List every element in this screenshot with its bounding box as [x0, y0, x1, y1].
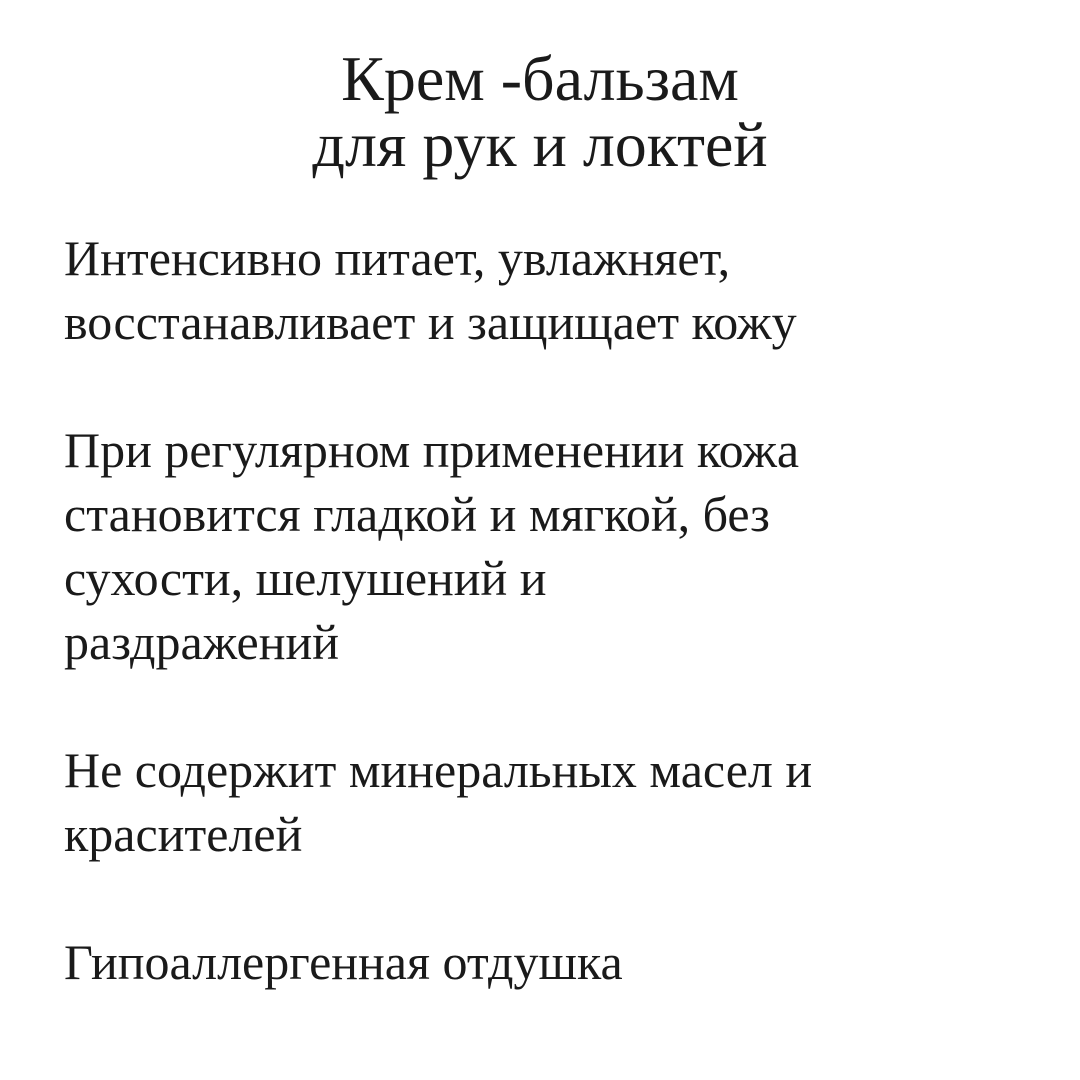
title-line-1: Крем -бальзам: [341, 43, 739, 114]
feature-paragraph-no-oils: [64, 738, 1054, 866]
text-line: Не содержит минеральных масел и: [64, 742, 813, 798]
text-line: красителей: [64, 806, 303, 862]
text-line: При регулярном применении кожа: [64, 422, 800, 478]
title-line-2: для рук и локтей: [312, 109, 768, 180]
feature-list: [64, 226, 1054, 1058]
text-line: Интенсивно питает, увлажняет,: [64, 230, 731, 286]
feature-paragraph-nourish: [64, 226, 1054, 354]
product-title: [0, 43, 1080, 180]
feature-paragraph-fragrance: [64, 930, 1054, 994]
feature-paragraph-regular-use: [64, 418, 1054, 674]
text-line: становится гладкой и мягкой, без: [64, 486, 770, 542]
text-line: Гипоаллергенная отдушка: [64, 934, 623, 990]
text-line: раздражений: [64, 614, 340, 670]
text-line: сухости, шелушений и: [64, 550, 547, 606]
text-line: восстанавливает и защищает кожу: [64, 294, 797, 350]
